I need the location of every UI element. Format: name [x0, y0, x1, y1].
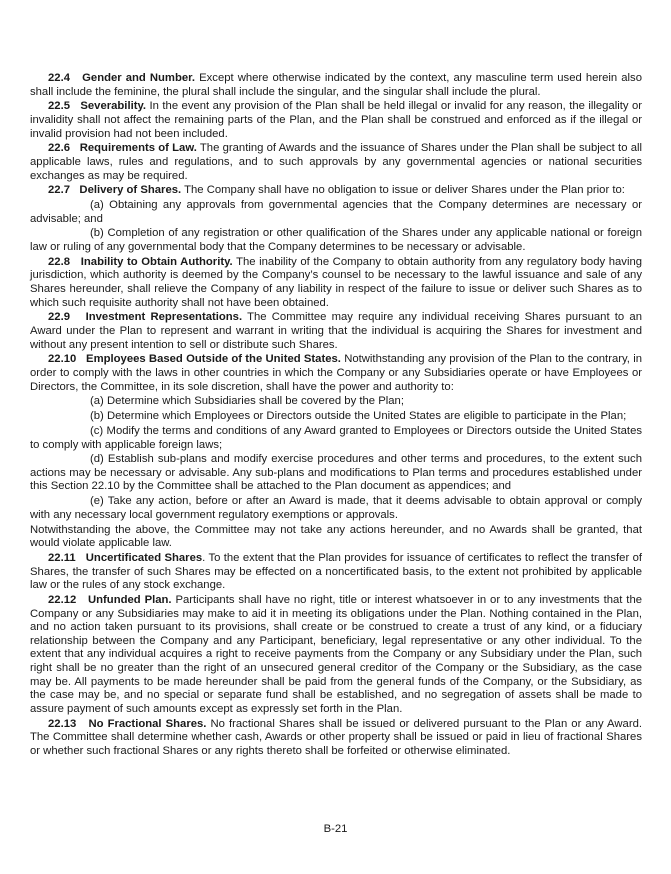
section-text: Notwithstanding any provision of the Plan to the contrary, in order to comply with the laws in other countries in which the Company or any Subsidiaries operate or have Employees or Directors, the Committee, in its sole discretion, shall have the power and authority to: — [30, 353, 642, 393]
subsection-item: (d) Establish sub-plans and modify exercise procedures and other terms and procedures, to the extent such actions may be necessary or advisable. Any sub-plans and modifications to Plan terms and procedures established under this Section 22.10 by the Committee shall be attached to the Plan document as appendices; and — [30, 453, 642, 493]
section-title: Requirements of Law. — [79, 142, 197, 155]
section-text: . To the extent that the Plan provides for issuance of certificates to reflect the transfer of Shares, the transfer of such Shares may be effected on a noncertificated basis, to the extent not prohibited by applicable law or the rules of any stock exchange. — [30, 552, 643, 592]
section-number: 22.5 — [48, 100, 70, 113]
section-title: Uncertificated Shares — [85, 552, 203, 564]
subsection-item: (b) Completion of any registration or other qualification of the Shares under any applicable national or foreign law or ruling of any governmental body that the Company determines to be necessary or advisable. — [30, 227, 642, 254]
section-22-12 — [30, 594, 642, 716]
document-body — [30, 72, 642, 759]
section-number: 22.8 — [48, 255, 70, 268]
section-22-6 — [30, 142, 642, 183]
subsection-item: (c) Modify the terms and conditions of any Award granted to Employees or Directors outside the United States to comply with applicable foreign laws; — [30, 424, 642, 451]
section-22-9 — [30, 311, 642, 352]
section-text: The granting of Awards and the issuance of Shares under the Plan shall be subject to all applicable laws, rules and regulations, and to such approvals by any governmental agencies or national securities exchanges as may be required. — [30, 142, 643, 182]
section-22-5 — [30, 100, 642, 141]
section-number: 22.9 — [48, 311, 70, 324]
section-title: Gender and Number. — [82, 72, 196, 84]
section-number: 22.7 — [48, 184, 70, 197]
section-text: The Committee may require any individual receiving Shares pursuant to an Award under the Plan to represent and warrant in writing that the individual is acquiring the Shares for investment and without any present intention to sell or distribute such Shares. — [30, 311, 642, 351]
section-text: No fractional Shares shall be issued or delivered pursuant to the Plan or any Award. The Committee shall determine whether cash, Awards or other property shall be issued or paid in lieu of fractional Shares or whether such fractional Shares or any rights thereto shall be forfeited or otherwise eliminated. — [30, 717, 642, 757]
notwithstanding-paragraph: Notwithstanding the above, the Committee may not take any actions hereunder, and no Awards shall be granted, that would violate applicable law. — [30, 523, 642, 550]
section-22-13 — [30, 718, 642, 759]
section-text: The inability of the Company to obtain authority from any regulatory body having jurisdiction, which authority is deemed by the Company’s counsel to be necessary to the lawful issuance and sale of any Shares hereunder, shall relieve the Company of any liability in respect of the failure to issue or deliver such Shares as to which such requisite authority shall not have been obtained. — [30, 255, 643, 309]
section-number: 22.4 — [48, 72, 70, 84]
page-number: B-21 — [323, 823, 348, 835]
section-title: Employees Based Outside of the United States. — [86, 353, 341, 366]
section-title: Investment Representations. — [85, 311, 243, 324]
section-text: Participants shall have no right, title or interest whatsoever in or to any investments that the Company or any Subsidiaries may make to aid it in meeting its obligations under the Plan. Nothing contained in the Plan, and no action taken pursuant to its provisions, shall create or be construed to create a trust of any kind, or a fiduciary relationship between the Company and any Participant, beneficiary, legal representative or any other individual. To the extent that any individual acquires a right to receive payments from the Company or any Subsidiary under the Plan, such right shall be no greater than the right of an unsecured general creditor of the Company or the Subsidiary, as the case may be. All payments to be made hereunder shall be paid from the general funds of the Company, or the Subsidiary, as the case may be, and no special or separate fund shall be established, and no segregation of assets shall be made to assure payment of such amounts except as expressly set forth in the Plan. — [30, 593, 643, 715]
section-22-10 — [30, 353, 642, 394]
section-title: Severability. — [80, 100, 147, 113]
section-title: No Fractional Shares. — [88, 717, 207, 730]
section-title: Inability to Obtain Authority. — [80, 255, 233, 268]
subsection-item: (a) Determine which Subsidiaries shall be covered by the Plan; — [90, 395, 404, 408]
section-number: 22.11 — [48, 552, 76, 564]
section-text: The Company shall have no obligation to issue or deliver Shares under the Plan prior to: — [184, 184, 625, 197]
section-title: Delivery of Shares. — [79, 184, 182, 197]
section-number: 22.13 — [48, 717, 77, 730]
section-22-11 — [30, 552, 642, 593]
section-number: 22.6 — [48, 142, 70, 155]
section-number: 22.10 — [48, 353, 77, 366]
section-number: 22.12 — [48, 593, 77, 606]
subsection-item: (a) Obtaining any approvals from governmental agencies that the Company determines are necessary or advisable; and — [30, 199, 642, 225]
section-22-4 — [30, 72, 642, 99]
section-title: Unfunded Plan. — [87, 593, 172, 606]
section-text: In the event any provision of the Plan shall be held illegal or invalid for any reason, the illegality or invalidity shall not affect the remaining parts of the Plan, and the Plan shall be construed and enforced as if the illegal or invalid provision had not been included. — [30, 100, 643, 140]
section-22-7 — [30, 184, 642, 198]
subsection-item: (b) Determine which Employees or Directors outside the United States are eligible to participate in the Plan; — [90, 410, 627, 423]
subsection-item: (e) Take any action, before or after an Award is made, that it deems advisable to obtain approval or comply with any necessary local government regulatory exemptions or approvals. — [30, 495, 642, 521]
section-text: Except where otherwise indicated by the context, any masculine term used herein also shall include the feminine, the plural shall include the singular, and the singular shall include the plural. — [30, 72, 642, 98]
section-22-8 — [30, 256, 642, 310]
